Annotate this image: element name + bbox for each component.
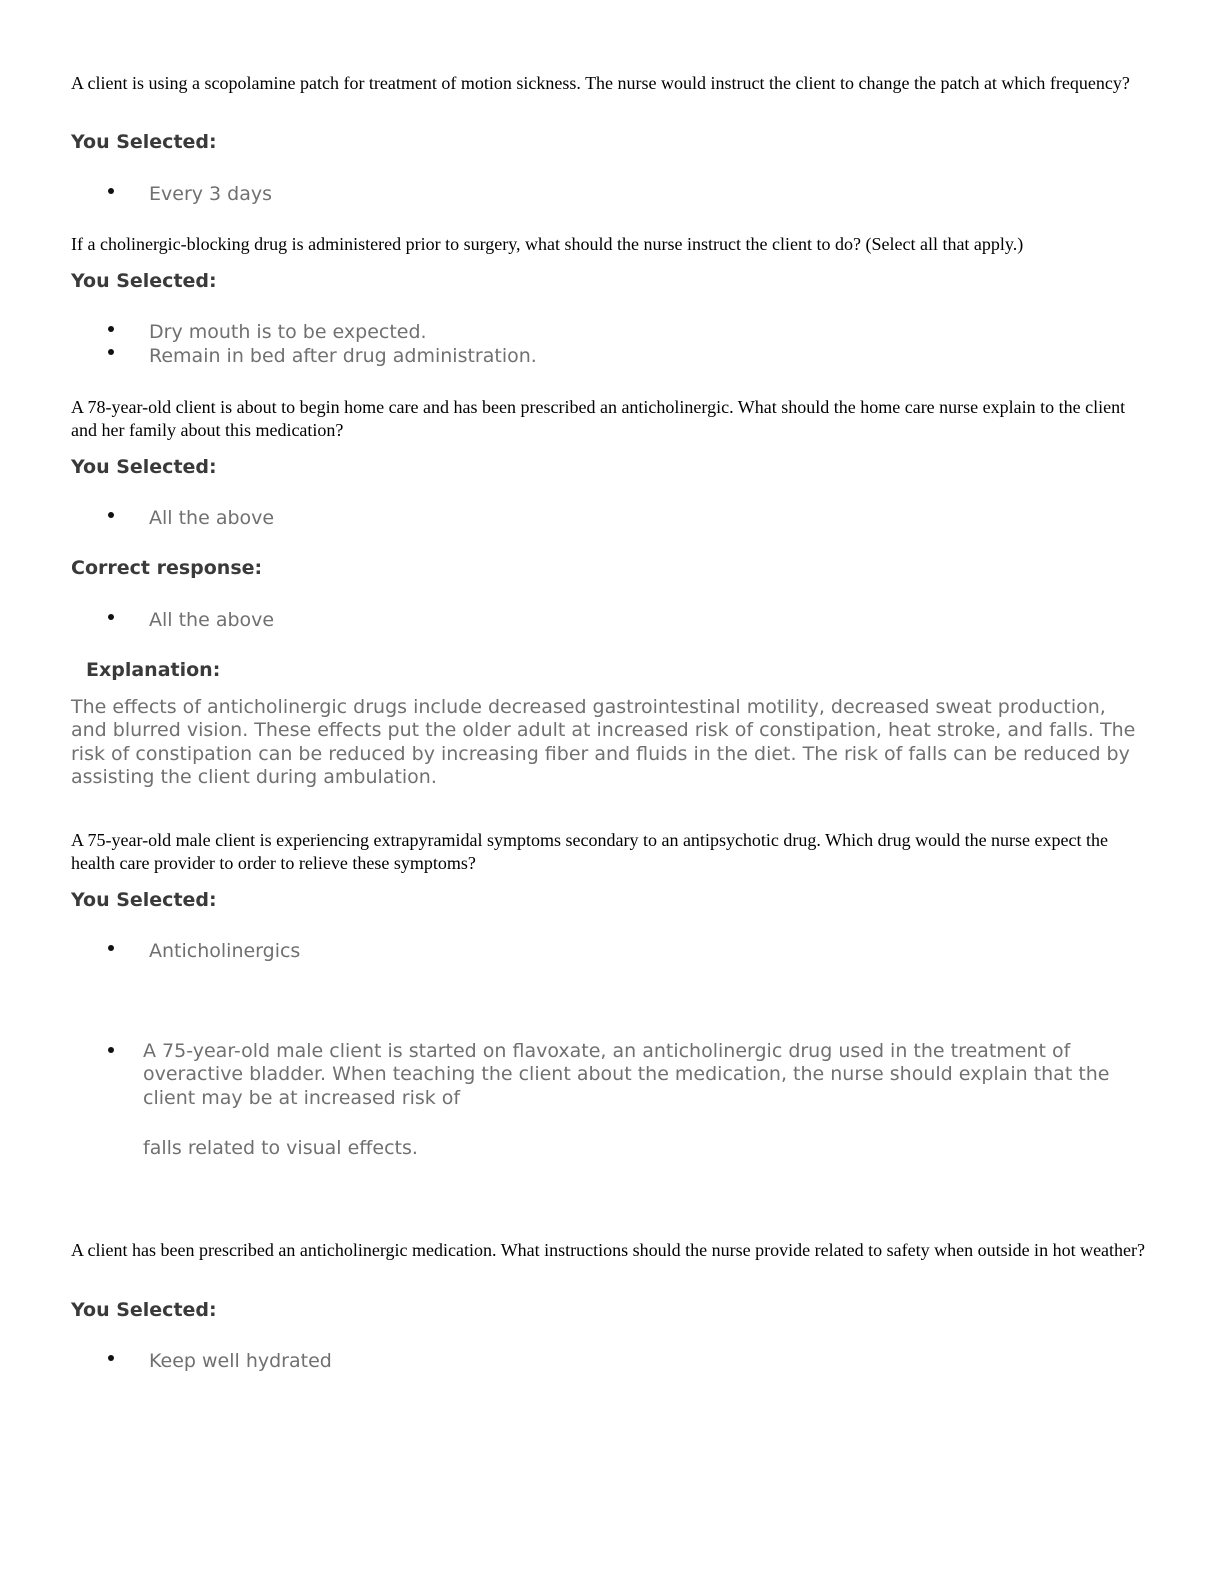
question-3-correct-answer: All the above — [149, 609, 275, 631]
question-3-explanation-heading: Explanation: — [86, 659, 221, 681]
bullet-icon — [108, 512, 114, 518]
question-6-text: A client has been prescribed an anticholinergic medication. What instructions should the nurse provide related to safety when outside in hot weather? — [71, 1240, 1146, 1260]
question-6-selected-answer: Keep well hydrated — [149, 1350, 332, 1372]
question-4-text: A 75-year-old male client is experiencing extrapyramidal symptoms secondary to an antipsychotic drug. Which drug would the nurse expect the health care provider to order to relieve these symptoms? — [71, 830, 1109, 873]
question-3-text: A 78-year-old client is about to begin home care and has been prescribed an anticholinergic. What should the home care nurse explain to the client and her family about this medication? — [71, 397, 1126, 440]
question-3-selected-heading: You Selected: — [71, 456, 217, 478]
question-1-text: A client is using a scopolamine patch for treatment of motion sickness. The nurse would instruct the client to change the patch at which frequency? — [71, 73, 1130, 93]
bullet-icon — [108, 614, 114, 620]
question-1-selected-heading: You Selected: — [71, 131, 217, 153]
question-3-selected-answer: All the above — [149, 507, 275, 529]
question-2-selected-answer-2: Remain in bed after drug administration. — [149, 345, 537, 367]
question-2-selected-heading: You Selected: — [71, 270, 217, 292]
question-4-selected-answer: Anticholinergics — [149, 940, 301, 962]
question-6-selected-heading: You Selected: — [71, 1299, 217, 1321]
bullet-icon — [108, 326, 114, 332]
bullet-icon — [108, 1355, 114, 1361]
question-5-text: A 75-year-old male client is started on flavoxate, an anticholinergic drug used in the treatment of overactive bladder. When teaching the client about the medication, the nurse should explain that the client may be at increased risk of — [143, 1040, 1110, 1109]
question-4-selected-heading: You Selected: — [71, 889, 217, 911]
bullet-icon — [108, 349, 114, 355]
bullet-icon — [108, 1047, 114, 1053]
question-3-explanation-text: The effects of anticholinergic drugs include decreased gastrointestinal motility, decreased sweat production, and blurred vision. These effects put the older adult at increased risk of constipation, heat stroke, and falls. The risk of constipation can be reduced by increasing fiber and fluids in the diet. The risk of falls can be reduced by assisting the client during ambulation. — [71, 696, 1136, 788]
bullet-icon — [108, 188, 114, 194]
question-2-text: If a cholinergic-blocking drug is administered prior to surgery, what should the nurse instruct the client to do? (Select all that apply.) — [71, 234, 1024, 254]
question-2-selected-answer-1: Dry mouth is to be expected. — [149, 321, 427, 343]
question-5-answer: falls related to visual effects. — [143, 1137, 418, 1159]
bullet-icon — [108, 945, 114, 951]
question-3-correct-heading: Correct response: — [71, 557, 263, 579]
question-1-selected-answer: Every 3 days — [149, 183, 273, 205]
